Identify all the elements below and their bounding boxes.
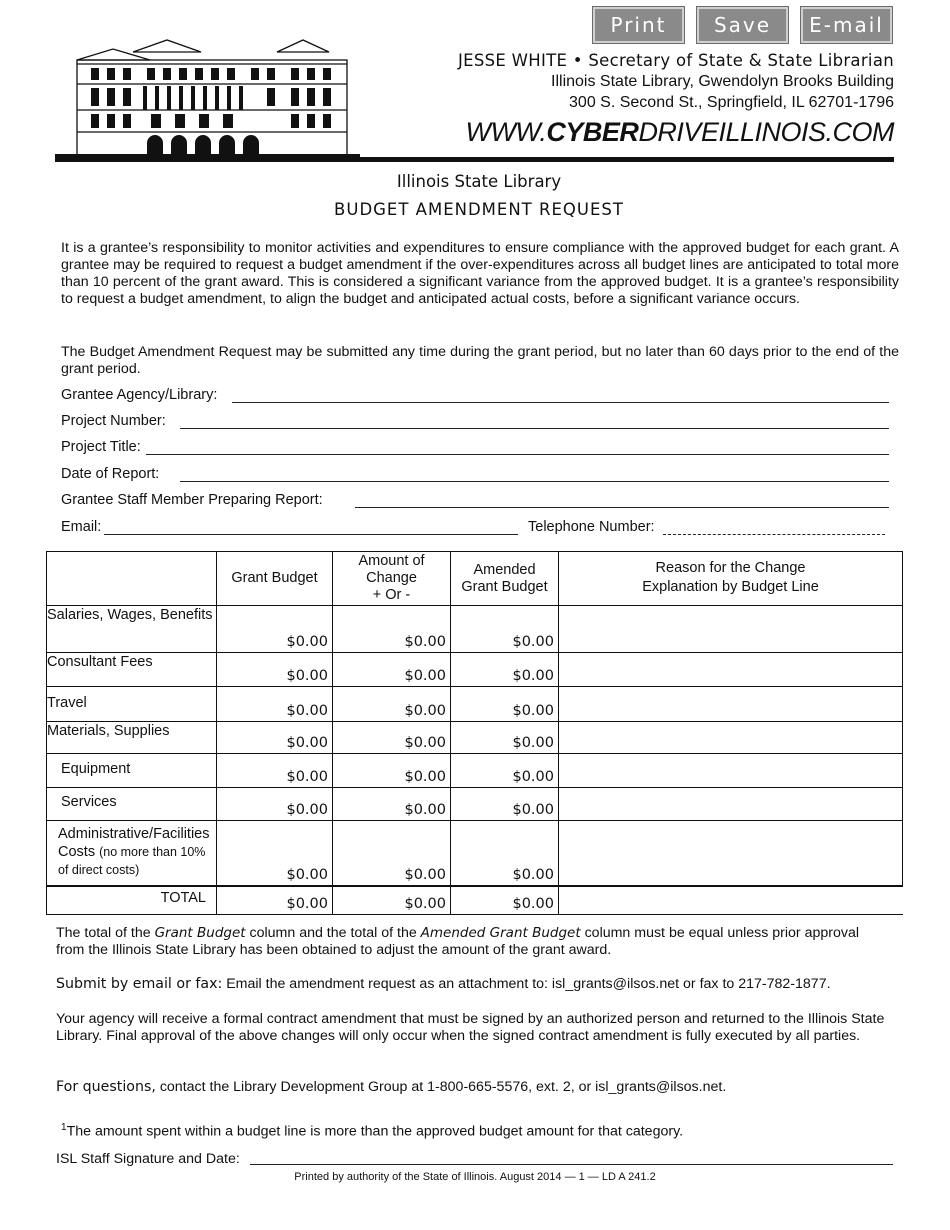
total-grant-cell: $0.00 xyxy=(217,886,333,915)
grant-budget-cell[interactable]: $0.00 xyxy=(217,788,333,821)
table-row xyxy=(47,754,903,788)
website-prefix: WWW. xyxy=(465,117,547,147)
row-label: Salaries, Wages, Benefits xyxy=(47,606,217,653)
website-link[interactable] xyxy=(465,117,894,148)
agency-label: Grantee Agency/Library: xyxy=(61,387,218,403)
staff-label: Grantee Staff Member Preparing Report: xyxy=(61,492,323,508)
telephone-label: Telephone Number: xyxy=(528,519,655,535)
header-divider xyxy=(55,157,894,162)
save-button[interactable]: Save xyxy=(697,7,788,43)
total-reason-cell xyxy=(559,886,903,915)
change-cell[interactable]: $0.00 xyxy=(333,821,451,886)
telephone-field[interactable] xyxy=(663,534,885,535)
website-cyber: CYBER xyxy=(546,117,639,147)
reason-cell[interactable] xyxy=(559,722,903,754)
reason-cell[interactable] xyxy=(559,788,903,821)
date-label: Date of Report: xyxy=(61,466,160,482)
officer-line: JESSE WHITE • Secretary of State & State Librarian xyxy=(457,51,894,70)
change-cell[interactable]: $0.00 xyxy=(333,687,451,722)
email-button[interactable]: E-mail xyxy=(801,7,892,43)
print-button[interactable]: Print xyxy=(593,7,684,43)
grant-budget-cell[interactable]: $0.00 xyxy=(217,821,333,886)
grant-budget-cell[interactable]: $0.00 xyxy=(217,687,333,722)
project-title-label: Project Title: xyxy=(61,439,141,455)
header-reason: Reason for the Change Explanation by Budget Line xyxy=(559,552,903,606)
table-row xyxy=(47,606,903,653)
grant-budget-cell[interactable]: $0.00 xyxy=(217,653,333,687)
change-cell[interactable]: $0.00 xyxy=(333,788,451,821)
budget-table xyxy=(46,551,903,915)
staff-field[interactable] xyxy=(355,507,889,508)
reason-cell[interactable] xyxy=(559,821,903,886)
amended-cell[interactable]: $0.00 xyxy=(451,687,559,722)
reason-cell[interactable] xyxy=(559,687,903,722)
header-grant-budget: Grant Budget xyxy=(217,552,333,606)
header-amount-change: Amount of Change + Or - xyxy=(333,552,451,606)
reason-cell[interactable] xyxy=(559,653,903,687)
row-label: Materials, Supplies xyxy=(47,722,217,754)
org-title: Illinois State Library xyxy=(396,172,562,191)
change-cell[interactable]: $0.00 xyxy=(333,754,451,788)
table-header-row xyxy=(47,552,903,606)
website-suffix: DRIVEILLINOIS.COM xyxy=(638,117,894,147)
project-number-label: Project Number: xyxy=(61,413,166,429)
amended-cell[interactable]: $0.00 xyxy=(451,606,559,653)
project-title-field[interactable] xyxy=(146,454,889,455)
grant-budget-cell[interactable]: $0.00 xyxy=(217,722,333,754)
amended-cell[interactable]: $0.00 xyxy=(451,653,559,687)
header-category xyxy=(47,552,217,606)
agency-field[interactable] xyxy=(232,402,889,403)
email-label: Email: xyxy=(61,519,102,535)
total-row xyxy=(47,886,903,915)
questions-note: For questions, contact the Library Development Group at 1-800-665-5576, ext. 2, or isl_grants@ilsos.net. xyxy=(56,1079,727,1095)
signature-label: ISL Staff Signature and Date: xyxy=(56,1151,240,1167)
reason-cell[interactable] xyxy=(559,606,903,653)
grant-budget-cell[interactable]: $0.00 xyxy=(217,754,333,788)
footnote: $^1$The amount spent within a budget line is more than the approved budget amount for that category. xyxy=(61,1122,684,1140)
table-row xyxy=(47,653,903,687)
row-label: Services xyxy=(47,788,217,821)
submit-note: Submit by email or fax: Email the amendment request as an attachment to: isl_grants@ilsos.net or fax to 217-782-1877. xyxy=(56,976,831,992)
grant-budget-cell[interactable]: $0.00 xyxy=(217,606,333,653)
row-label: Equipment xyxy=(47,754,217,788)
row-label: Administrative/Facilities Costs (no more than 10% of direct costs) xyxy=(47,821,217,886)
amended-cell[interactable]: $0.00 xyxy=(451,821,559,886)
table-row xyxy=(47,821,903,886)
amended-cell[interactable]: $0.00 xyxy=(451,754,559,788)
table-row xyxy=(47,722,903,754)
admin-note: (no more than 10% of direct costs) xyxy=(58,845,206,877)
reason-cell[interactable] xyxy=(559,754,903,788)
amended-cell[interactable]: $0.00 xyxy=(451,788,559,821)
table-row xyxy=(47,788,903,821)
total-label: TOTAL xyxy=(47,886,217,915)
capitol-building-logo xyxy=(55,36,360,160)
row-label: Travel xyxy=(47,687,217,722)
signature-field[interactable] xyxy=(250,1164,893,1165)
change-cell[interactable]: $0.00 xyxy=(333,722,451,754)
table-row xyxy=(47,687,903,722)
address-line: 300 S. Second St., Springfield, IL 62701-1796 xyxy=(569,94,894,111)
library-line: Illinois State Library, Gwendolyn Brooks Building xyxy=(551,73,894,90)
row-label: Consultant Fees xyxy=(47,653,217,687)
intro-paragraph-1: It is a grantee’s responsibility to monitor activities and expenditures to ensure compliance with the approved budget for each grant. A grantee may be required to request a budget amendment if the over-expenditures across all budget lines are anticipated to total more than 10 percent of the grant award. This is considered a significant variance from the approved budget. It is a grantee’s responsibility to request a budget amendment, to align the budget and anticipated actual costs, before a significant variance occurs. xyxy=(61,240,899,307)
date-field[interactable] xyxy=(180,481,889,482)
change-cell[interactable]: $0.00 xyxy=(333,606,451,653)
equal-totals-note: The total of the Grant Budget column and the total of the Amended Grant Budget column must be equal unless prior approval from the Illinois State Library has been obtained to adjust the amount of the grant award. xyxy=(56,925,860,958)
total-amended-cell: $0.00 xyxy=(451,886,559,915)
header-amended-budget: Amended Grant Budget xyxy=(451,552,559,606)
change-cell[interactable]: $0.00 xyxy=(333,653,451,687)
amended-cell[interactable]: $0.00 xyxy=(451,722,559,754)
email-field[interactable] xyxy=(104,534,518,535)
total-change-cell: $0.00 xyxy=(333,886,451,915)
intro-paragraph-2: The Budget Amendment Request may be submitted any time during the grant period, but no later than 60 days prior to the end of the grant period. xyxy=(61,344,899,377)
project-number-field[interactable] xyxy=(180,428,889,429)
printed-by: Printed by authority of the State of Illinois. August 2014 — 1 — LD A 241.2 xyxy=(294,1171,656,1183)
contract-note: Your agency will receive a formal contract amendment that must be signed by an authorized person and returned to the Illinois State Library. Final approval of the above changes will only occur when the signed contract amendment is fully executed by all parties. xyxy=(56,1011,885,1044)
form-title: BUDGET AMENDMENT REQUEST xyxy=(334,200,624,219)
